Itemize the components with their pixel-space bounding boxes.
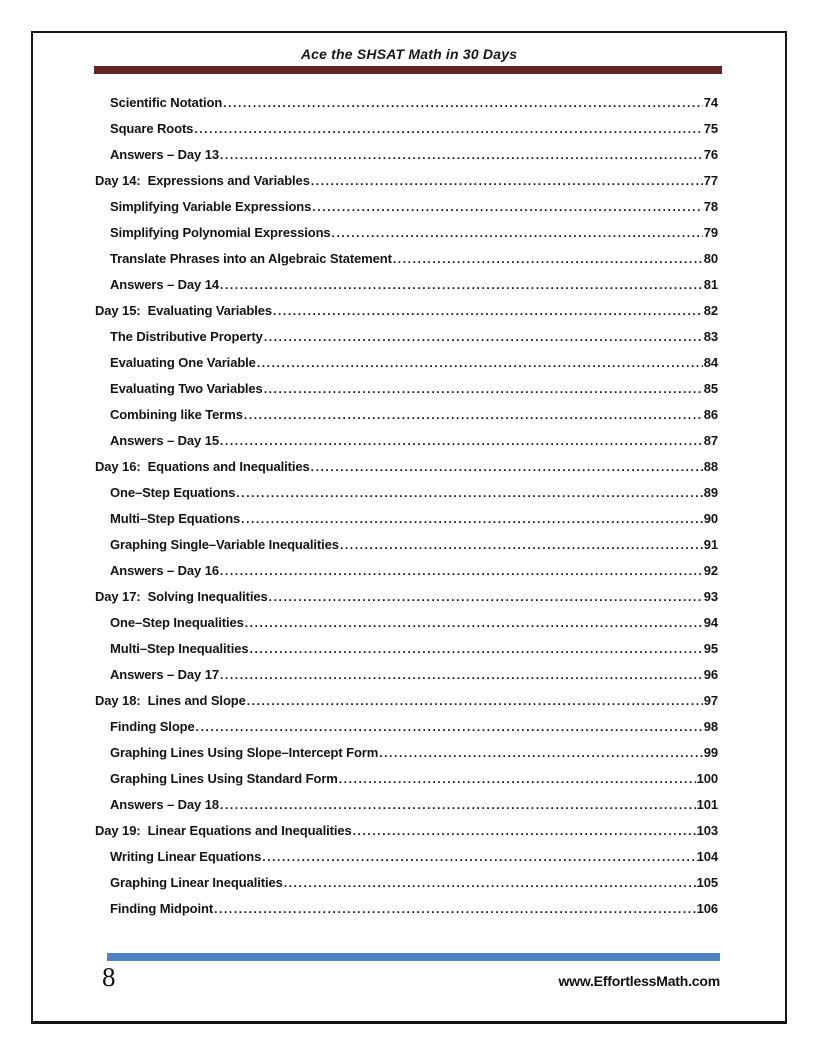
- toc-entry-label: Finding Midpoint: [110, 901, 214, 916]
- toc-entry-page: 98: [703, 719, 718, 734]
- page-footer: [102, 963, 720, 993]
- toc-entry-label: Graphing Lines Using Slope–Intercept Form: [110, 745, 379, 760]
- toc-dot-leader: [332, 220, 703, 246]
- toc-dot-leader: [311, 454, 703, 480]
- toc-entry-page: 92: [703, 563, 718, 578]
- toc-entry-label: One–Step Inequalities: [110, 615, 244, 630]
- toc-entry[interactable]: [95, 558, 718, 584]
- toc-entry[interactable]: [95, 428, 718, 454]
- toc-entry-page: 83: [703, 329, 718, 344]
- toc-entry-label: The Distributive Property: [110, 329, 263, 344]
- toc-entry-label: Simplifying Variable Expressions: [110, 199, 312, 214]
- toc-entry-page: 100: [696, 771, 718, 786]
- toc-entry-label: Answers – Day 16: [110, 563, 219, 578]
- toc-dot-leader: [262, 844, 695, 870]
- toc-entry-label: Multi–Step Inequalities: [110, 641, 249, 656]
- toc-entry[interactable]: [95, 402, 718, 428]
- toc-entry[interactable]: [95, 246, 718, 272]
- toc-entry-page: 103: [696, 823, 718, 838]
- toc-entry-label: Multi–Step Equations: [110, 511, 241, 526]
- toc-dot-leader: [311, 168, 703, 194]
- toc-entry-page: 84: [703, 355, 718, 370]
- toc-entry-page: 76: [703, 147, 718, 162]
- toc-entry[interactable]: [95, 506, 718, 532]
- book-title: Ace the SHSAT Math in 30 Days: [300, 46, 518, 62]
- toc-entry[interactable]: [95, 844, 718, 870]
- toc-entry-label: Writing Linear Equations: [110, 849, 262, 864]
- toc-entry-label: Answers – Day 15: [110, 433, 219, 448]
- toc-entry-page: 96: [703, 667, 718, 682]
- toc-entry-page: 95: [703, 641, 718, 656]
- toc-entry[interactable]: [95, 350, 718, 376]
- toc-dot-leader: [264, 376, 703, 402]
- toc-entry[interactable]: [95, 142, 718, 168]
- toc-dot-leader: [312, 194, 702, 220]
- toc-dot-leader: [340, 532, 703, 558]
- toc-entry-label: Graphing Single–Variable Inequalities: [110, 537, 339, 552]
- toc-entry[interactable]: [95, 376, 718, 402]
- toc-entry-page: 79: [703, 225, 718, 240]
- toc-entry-page: 106: [696, 901, 718, 916]
- footer-rule: [107, 953, 720, 961]
- toc-dot-leader: [269, 584, 703, 610]
- toc-entry-page: 105: [696, 875, 718, 890]
- toc-entry-label: One–Step Equations: [110, 485, 236, 500]
- toc-entry-label: Graphing Linear Inequalities: [110, 875, 283, 890]
- toc-dot-leader: [284, 870, 696, 896]
- toc-entry-label: Day 17: Solving Inequalities: [95, 589, 268, 604]
- toc-entry-page: 75: [703, 121, 718, 136]
- toc-dot-leader: [264, 324, 703, 350]
- toc-entry-page: 89: [703, 485, 718, 500]
- toc-entry-page: 82: [703, 303, 718, 318]
- toc-dot-leader: [247, 688, 703, 714]
- toc-entry[interactable]: [95, 740, 718, 766]
- toc-entry[interactable]: [95, 636, 718, 662]
- website-link[interactable]: www.EffortlessMath.com: [558, 973, 720, 989]
- toc-dot-leader: [223, 90, 703, 116]
- toc-entry[interactable]: [95, 272, 718, 298]
- toc-dot-leader: [220, 792, 696, 818]
- toc-entry-label: Day 18: Lines and Slope: [95, 693, 246, 708]
- toc-entry[interactable]: [95, 662, 718, 688]
- toc-entry[interactable]: [95, 896, 718, 922]
- toc-entry-label: Graphing Lines Using Standard Form: [110, 771, 338, 786]
- toc-entry-page: 74: [703, 95, 718, 110]
- toc-entry-label: Day 15: Evaluating Variables: [95, 303, 273, 318]
- toc-dot-leader: [241, 506, 703, 532]
- toc-entry[interactable]: [95, 688, 718, 714]
- toc-entry[interactable]: [95, 766, 718, 792]
- toc-dot-leader: [339, 766, 696, 792]
- toc-entry-label: Answers – Day 17: [110, 667, 219, 682]
- toc-entry-page: 93: [703, 589, 718, 604]
- toc-dot-leader: [273, 298, 703, 324]
- toc-dot-leader: [220, 142, 703, 168]
- toc-entry-page: 90: [703, 511, 718, 526]
- toc-entry[interactable]: [95, 220, 718, 246]
- toc-entry[interactable]: [95, 298, 718, 324]
- toc-entry[interactable]: [95, 194, 718, 220]
- toc-entry-page: 85: [703, 381, 718, 396]
- toc-entry-page: 78: [703, 199, 718, 214]
- toc-dot-leader: [257, 350, 703, 376]
- toc-entry-label: Day 19: Linear Equations and Inequalities: [95, 823, 352, 838]
- toc-entry[interactable]: [95, 610, 718, 636]
- toc-entry-page: 86: [703, 407, 718, 422]
- toc-dot-leader: [245, 610, 703, 636]
- toc-entry[interactable]: [95, 454, 718, 480]
- page-number: 8: [102, 962, 116, 992]
- toc-entry-label: Day 16: Equations and Inequalities: [95, 459, 310, 474]
- header-rule: [94, 66, 722, 74]
- toc-entry-page: 87: [703, 433, 718, 448]
- toc-dot-leader: [220, 272, 703, 298]
- toc-entry-label: Evaluating One Variable: [110, 355, 256, 370]
- toc-dot-leader: [250, 636, 703, 662]
- toc-entry-label: Translate Phrases into an Algebraic Statement: [110, 251, 392, 266]
- toc-dot-leader: [196, 714, 703, 740]
- toc-entry[interactable]: [95, 116, 718, 142]
- toc-dot-leader: [220, 662, 703, 688]
- toc-entry-label: Evaluating Two Variables: [110, 381, 263, 396]
- toc-entry-label: Simplifying Polynomial Expressions: [110, 225, 331, 240]
- toc-entry[interactable]: [95, 584, 718, 610]
- toc-entry[interactable]: [95, 324, 718, 350]
- toc-entry-page: 104: [696, 849, 718, 864]
- toc-entry-label: Square Roots: [110, 121, 194, 136]
- toc-dot-leader: [236, 480, 702, 506]
- toc-entry-label: Day 14: Expressions and Variables: [95, 173, 310, 188]
- toc-entry-page: 94: [703, 615, 718, 630]
- page-border: [31, 31, 787, 1024]
- toc-entry-page: 77: [703, 173, 718, 188]
- toc-entry-page: 80: [703, 251, 718, 266]
- toc-entry[interactable]: [95, 532, 718, 558]
- toc-entry-label: Answers – Day 14: [110, 277, 219, 292]
- toc-dot-leader: [194, 116, 702, 142]
- toc-dot-leader: [220, 558, 703, 584]
- toc-entry-page: 88: [703, 459, 718, 474]
- toc-entry-label: Answers – Day 13: [110, 147, 219, 162]
- toc-dot-leader: [353, 818, 696, 844]
- toc-entry[interactable]: [95, 90, 718, 116]
- toc-entry[interactable]: [95, 792, 718, 818]
- toc-dot-leader: [393, 246, 703, 272]
- toc-entry[interactable]: [95, 480, 718, 506]
- toc-entry-label: Answers – Day 18: [110, 797, 219, 812]
- toc-entry[interactable]: [95, 818, 718, 844]
- toc-dot-leader: [220, 428, 703, 454]
- table-of-contents: [95, 90, 718, 922]
- toc-entry-page: 99: [703, 745, 718, 760]
- toc-dot-leader: [379, 740, 703, 766]
- toc-entry-page: 91: [703, 537, 718, 552]
- toc-dot-leader: [244, 402, 703, 428]
- toc-entry-page: 97: [703, 693, 718, 708]
- toc-entry-page: 81: [703, 277, 718, 292]
- toc-entry-label: Finding Slope: [110, 719, 195, 734]
- toc-entry[interactable]: [95, 870, 718, 896]
- toc-entry-page: 101: [696, 797, 718, 812]
- toc-dot-leader: [214, 896, 696, 922]
- toc-entry-label: Combining like Terms: [110, 407, 243, 422]
- toc-entry-label: Scientific Notation: [110, 95, 223, 110]
- toc-entry[interactable]: [95, 168, 718, 194]
- toc-entry[interactable]: [95, 714, 718, 740]
